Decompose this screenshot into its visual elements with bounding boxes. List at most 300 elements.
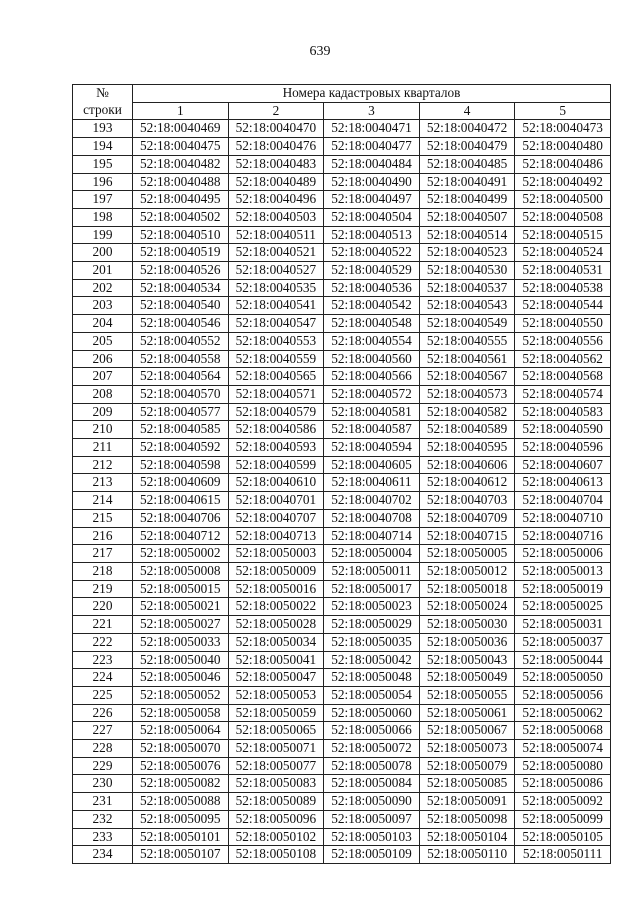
cadastral-number-cell: 52:18:0040583 <box>515 403 611 421</box>
cadastral-number-cell: 52:18:0050061 <box>419 704 515 722</box>
cadastral-number-cell: 52:18:0040542 <box>324 297 420 315</box>
row-number-cell: 200 <box>73 244 133 262</box>
cadastral-number-cell: 52:18:0040547 <box>228 315 324 333</box>
table-row <box>73 757 611 775</box>
cadastral-number-cell: 52:18:0050084 <box>324 775 420 793</box>
cadastral-number-cell: 52:18:0040503 <box>228 208 324 226</box>
cadastral-number-cell: 52:18:0040579 <box>228 403 324 421</box>
cadastral-number-cell: 52:18:0050082 <box>133 775 229 793</box>
cadastral-number-cell: 52:18:0040708 <box>324 509 420 527</box>
cadastral-number-cell: 52:18:0040549 <box>419 315 515 333</box>
row-number-cell: 202 <box>73 279 133 297</box>
cadastral-number-cell: 52:18:0040523 <box>419 244 515 262</box>
cadastral-number-cell: 52:18:0040707 <box>228 509 324 527</box>
cadastral-number-cell: 52:18:0040527 <box>228 262 324 280</box>
cadastral-number-cell: 52:18:0050085 <box>419 775 515 793</box>
table-row <box>73 562 611 580</box>
cadastral-number-cell: 52:18:0040480 <box>515 138 611 156</box>
cadastral-number-cell: 52:18:0050080 <box>515 757 611 775</box>
cadastral-number-cell: 52:18:0050009 <box>228 562 324 580</box>
cadastral-number-cell: 52:18:0040548 <box>324 315 420 333</box>
cadastral-number-cell: 52:18:0040587 <box>324 421 420 439</box>
cadastral-number-cell: 52:18:0040531 <box>515 262 611 280</box>
cadastral-number-cell: 52:18:0040470 <box>228 120 324 138</box>
cadastral-number-cell: 52:18:0050041 <box>228 651 324 669</box>
row-number-cell: 197 <box>73 191 133 209</box>
cadastral-number-cell: 52:18:0040522 <box>324 244 420 262</box>
table-row <box>73 297 611 315</box>
table-row <box>73 138 611 156</box>
table-row <box>73 740 611 758</box>
cadastral-number-cell: 52:18:0050107 <box>133 846 229 864</box>
cadastral-number-cell: 52:18:0040510 <box>133 226 229 244</box>
cadastral-number-cell: 52:18:0040490 <box>324 173 420 191</box>
cadastral-number-cell: 52:18:0050065 <box>228 722 324 740</box>
row-number-cell: 205 <box>73 332 133 350</box>
cadastral-number-cell: 52:18:0040555 <box>419 332 515 350</box>
header-group-title: Номера кадастровых кварталов <box>133 85 611 103</box>
cadastral-number-cell: 52:18:0040472 <box>419 120 515 138</box>
header-col-4: 4 <box>419 102 515 120</box>
cadastral-number-cell: 52:18:0040534 <box>133 279 229 297</box>
cadastral-number-cell: 52:18:0050016 <box>228 580 324 598</box>
cadastral-number-cell: 52:18:0040561 <box>419 350 515 368</box>
cadastral-number-cell: 52:18:0050021 <box>133 598 229 616</box>
cadastral-number-cell: 52:18:0040593 <box>228 439 324 457</box>
row-number-cell: 204 <box>73 315 133 333</box>
cadastral-quarters-table <box>72 84 611 864</box>
cadastral-number-cell: 52:18:0040590 <box>515 421 611 439</box>
cadastral-number-cell: 52:18:0050058 <box>133 704 229 722</box>
cadastral-number-cell: 52:18:0050018 <box>419 580 515 598</box>
cadastral-number-cell: 52:18:0040541 <box>228 297 324 315</box>
cadastral-number-cell: 52:18:0040716 <box>515 527 611 545</box>
table-row <box>73 828 611 846</box>
cadastral-number-cell: 52:18:0050076 <box>133 757 229 775</box>
cadastral-number-cell: 52:18:0040709 <box>419 509 515 527</box>
cadastral-number-cell: 52:18:0050083 <box>228 775 324 793</box>
cadastral-number-cell: 52:18:0040592 <box>133 439 229 457</box>
cadastral-number-cell: 52:18:0050003 <box>228 545 324 563</box>
row-number-cell: 214 <box>73 492 133 510</box>
cadastral-number-cell: 52:18:0050019 <box>515 580 611 598</box>
cadastral-number-cell: 52:18:0040586 <box>228 421 324 439</box>
cadastral-number-cell: 52:18:0050015 <box>133 580 229 598</box>
row-number-cell: 213 <box>73 474 133 492</box>
header-col-1: 1 <box>133 102 229 120</box>
page-number: 639 <box>309 44 331 59</box>
cadastral-number-cell: 52:18:0040513 <box>324 226 420 244</box>
row-number-cell: 223 <box>73 651 133 669</box>
header-row-label: строки <box>73 102 133 120</box>
cadastral-number-cell: 52:18:0050049 <box>419 669 515 687</box>
cadastral-number-cell: 52:18:0040710 <box>515 509 611 527</box>
table-row <box>73 686 611 704</box>
table-row <box>73 633 611 651</box>
cadastral-number-cell: 52:18:0050064 <box>133 722 229 740</box>
header-col-5: 5 <box>515 102 611 120</box>
cadastral-number-cell: 52:18:0040552 <box>133 332 229 350</box>
cadastral-number-cell: 52:18:0040492 <box>515 173 611 191</box>
cadastral-number-cell: 52:18:0050029 <box>324 616 420 634</box>
cadastral-number-cell: 52:18:0040573 <box>419 385 515 403</box>
cadastral-number-cell: 52:18:0050103 <box>324 828 420 846</box>
table-row <box>73 456 611 474</box>
cadastral-number-cell: 52:18:0050002 <box>133 545 229 563</box>
table-row <box>73 704 611 722</box>
row-number-cell: 227 <box>73 722 133 740</box>
cadastral-number-cell: 52:18:0050052 <box>133 686 229 704</box>
cadastral-number-cell: 52:18:0040570 <box>133 385 229 403</box>
cadastral-number-cell: 52:18:0040605 <box>324 456 420 474</box>
cadastral-number-cell: 52:18:0040536 <box>324 279 420 297</box>
cadastral-number-cell: 52:18:0050056 <box>515 686 611 704</box>
cadastral-number-cell: 52:18:0040612 <box>419 474 515 492</box>
cadastral-number-cell: 52:18:0050036 <box>419 633 515 651</box>
cadastral-number-cell: 52:18:0050053 <box>228 686 324 704</box>
row-number-cell: 201 <box>73 262 133 280</box>
cadastral-number-cell: 52:18:0050101 <box>133 828 229 846</box>
cadastral-number-cell: 52:18:0040702 <box>324 492 420 510</box>
row-number-cell: 232 <box>73 810 133 828</box>
cadastral-number-cell: 52:18:0040595 <box>419 439 515 457</box>
cadastral-number-cell: 52:18:0050047 <box>228 669 324 687</box>
cadastral-number-cell: 52:18:0040484 <box>324 155 420 173</box>
table-row <box>73 403 611 421</box>
row-number-cell: 203 <box>73 297 133 315</box>
row-number-cell: 211 <box>73 439 133 457</box>
cadastral-number-cell: 52:18:0050023 <box>324 598 420 616</box>
table-row <box>73 173 611 191</box>
cadastral-number-cell: 52:18:0040565 <box>228 368 324 386</box>
cadastral-number-cell: 52:18:0040526 <box>133 262 229 280</box>
table-row <box>73 368 611 386</box>
table-header <box>73 85 611 120</box>
cadastral-number-cell: 52:18:0040530 <box>419 262 515 280</box>
cadastral-number-cell: 52:18:0040550 <box>515 315 611 333</box>
row-number-cell: 220 <box>73 598 133 616</box>
cadastral-number-cell: 52:18:0040598 <box>133 456 229 474</box>
table-row <box>73 722 611 740</box>
table-row <box>73 332 611 350</box>
cadastral-number-cell: 52:18:0040497 <box>324 191 420 209</box>
cadastral-number-cell: 52:18:0050012 <box>419 562 515 580</box>
cadastral-number-cell: 52:18:0040599 <box>228 456 324 474</box>
cadastral-number-cell: 52:18:0040609 <box>133 474 229 492</box>
row-number-cell: 210 <box>73 421 133 439</box>
cadastral-number-cell: 52:18:0050044 <box>515 651 611 669</box>
cadastral-number-cell: 52:18:0040488 <box>133 173 229 191</box>
cadastral-number-cell: 52:18:0050030 <box>419 616 515 634</box>
table-row <box>73 155 611 173</box>
cadastral-number-cell: 52:18:0050048 <box>324 669 420 687</box>
cadastral-number-cell: 52:18:0050098 <box>419 810 515 828</box>
cadastral-number-cell: 52:18:0040511 <box>228 226 324 244</box>
cadastral-number-cell: 52:18:0040607 <box>515 456 611 474</box>
table-row <box>73 793 611 811</box>
cadastral-number-cell: 52:18:0040589 <box>419 421 515 439</box>
cadastral-number-cell: 52:18:0040594 <box>324 439 420 457</box>
cadastral-number-cell: 52:18:0050046 <box>133 669 229 687</box>
cadastral-number-cell: 52:18:0040491 <box>419 173 515 191</box>
table-row <box>73 616 611 634</box>
cadastral-number-cell: 52:18:0040606 <box>419 456 515 474</box>
row-number-cell: 221 <box>73 616 133 634</box>
cadastral-number-cell: 52:18:0040568 <box>515 368 611 386</box>
header-col-3: 3 <box>324 102 420 120</box>
table-row <box>73 651 611 669</box>
cadastral-number-cell: 52:18:0050037 <box>515 633 611 651</box>
table-row <box>73 846 611 864</box>
table-row <box>73 120 611 138</box>
cadastral-number-cell: 52:18:0040706 <box>133 509 229 527</box>
cadastral-number-cell: 52:18:0040471 <box>324 120 420 138</box>
cadastral-number-cell: 52:18:0040559 <box>228 350 324 368</box>
cadastral-number-cell: 52:18:0050005 <box>419 545 515 563</box>
cadastral-number-cell: 52:18:0040585 <box>133 421 229 439</box>
cadastral-number-cell: 52:18:0050110 <box>419 846 515 864</box>
cadastral-number-cell: 52:18:0040574 <box>515 385 611 403</box>
table-row <box>73 191 611 209</box>
table-row <box>73 279 611 297</box>
table-row <box>73 509 611 527</box>
cadastral-number-cell: 52:18:0040553 <box>228 332 324 350</box>
cadastral-number-cell: 52:18:0040562 <box>515 350 611 368</box>
cadastral-number-cell: 52:18:0040476 <box>228 138 324 156</box>
row-number-cell: 208 <box>73 385 133 403</box>
row-number-cell: 224 <box>73 669 133 687</box>
cadastral-number-cell: 52:18:0050031 <box>515 616 611 634</box>
cadastral-number-cell: 52:18:0050070 <box>133 740 229 758</box>
cadastral-number-cell: 52:18:0050090 <box>324 793 420 811</box>
cadastral-number-cell: 52:18:0050060 <box>324 704 420 722</box>
cadastral-number-cell: 52:18:0040502 <box>133 208 229 226</box>
cadastral-number-cell: 52:18:0040469 <box>133 120 229 138</box>
row-number-cell: 194 <box>73 138 133 156</box>
cadastral-number-cell: 52:18:0050108 <box>228 846 324 864</box>
cadastral-number-cell: 52:18:0050024 <box>419 598 515 616</box>
cadastral-number-cell: 52:18:0040524 <box>515 244 611 262</box>
cadastral-number-cell: 52:18:0050042 <box>324 651 420 669</box>
table-row <box>73 421 611 439</box>
cadastral-number-cell: 52:18:0040556 <box>515 332 611 350</box>
cadastral-number-cell: 52:18:0050104 <box>419 828 515 846</box>
cadastral-number-cell: 52:18:0050055 <box>419 686 515 704</box>
cadastral-number-cell: 52:18:0050079 <box>419 757 515 775</box>
cadastral-number-cell: 52:18:0050017 <box>324 580 420 598</box>
cadastral-number-cell: 52:18:0040507 <box>419 208 515 226</box>
header-row-2 <box>73 102 611 120</box>
row-number-cell: 230 <box>73 775 133 793</box>
row-number-cell: 209 <box>73 403 133 421</box>
table-row <box>73 492 611 510</box>
row-number-cell: 222 <box>73 633 133 651</box>
cadastral-number-cell: 52:18:0040500 <box>515 191 611 209</box>
cadastral-number-cell: 52:18:0040483 <box>228 155 324 173</box>
table-row <box>73 315 611 333</box>
cadastral-number-cell: 52:18:0040504 <box>324 208 420 226</box>
table-row <box>73 598 611 616</box>
row-number-cell: 207 <box>73 368 133 386</box>
row-number-cell: 229 <box>73 757 133 775</box>
cadastral-number-cell: 52:18:0040496 <box>228 191 324 209</box>
cadastral-number-cell: 52:18:0050068 <box>515 722 611 740</box>
cadastral-number-cell: 52:18:0050008 <box>133 562 229 580</box>
cadastral-number-cell: 52:18:0040477 <box>324 138 420 156</box>
cadastral-number-cell: 52:18:0040566 <box>324 368 420 386</box>
table-row <box>73 350 611 368</box>
row-number-cell: 206 <box>73 350 133 368</box>
cadastral-number-cell: 52:18:0040529 <box>324 262 420 280</box>
cadastral-number-cell: 52:18:0040712 <box>133 527 229 545</box>
cadastral-number-cell: 52:18:0040519 <box>133 244 229 262</box>
cadastral-number-cell: 52:18:0040543 <box>419 297 515 315</box>
row-number-cell: 216 <box>73 527 133 545</box>
cadastral-number-cell: 52:18:0040704 <box>515 492 611 510</box>
cadastral-number-cell: 52:18:0040572 <box>324 385 420 403</box>
cadastral-number-cell: 52:18:0040701 <box>228 492 324 510</box>
cadastral-number-cell: 52:18:0040479 <box>419 138 515 156</box>
cadastral-number-cell: 52:18:0050095 <box>133 810 229 828</box>
cadastral-number-cell: 52:18:0050006 <box>515 545 611 563</box>
table-row <box>73 580 611 598</box>
cadastral-number-cell: 52:18:0040499 <box>419 191 515 209</box>
cadastral-number-cell: 52:18:0050062 <box>515 704 611 722</box>
row-number-cell: 195 <box>73 155 133 173</box>
cadastral-number-cell: 52:18:0050066 <box>324 722 420 740</box>
cadastral-number-cell: 52:18:0050091 <box>419 793 515 811</box>
row-number-cell: 196 <box>73 173 133 191</box>
header-number-sign: № <box>73 85 133 103</box>
cadastral-number-cell: 52:18:0050034 <box>228 633 324 651</box>
cadastral-number-cell: 52:18:0050111 <box>515 846 611 864</box>
table-body <box>73 120 611 864</box>
cadastral-number-cell: 52:18:0040615 <box>133 492 229 510</box>
table-row <box>73 439 611 457</box>
cadastral-number-cell: 52:18:0050028 <box>228 616 324 634</box>
cadastral-number-cell: 52:18:0050074 <box>515 740 611 758</box>
cadastral-number-cell: 52:18:0040515 <box>515 226 611 244</box>
cadastral-number-cell: 52:18:0050078 <box>324 757 420 775</box>
cadastral-number-cell: 52:18:0040544 <box>515 297 611 315</box>
cadastral-number-cell: 52:18:0050059 <box>228 704 324 722</box>
cadastral-number-cell: 52:18:0050073 <box>419 740 515 758</box>
cadastral-number-cell: 52:18:0040538 <box>515 279 611 297</box>
cadastral-number-cell: 52:18:0040611 <box>324 474 420 492</box>
row-number-cell: 234 <box>73 846 133 864</box>
row-number-cell: 219 <box>73 580 133 598</box>
cadastral-number-cell: 52:18:0050099 <box>515 810 611 828</box>
table-row <box>73 226 611 244</box>
cadastral-number-cell: 52:18:0040564 <box>133 368 229 386</box>
cadastral-number-cell: 52:18:0050050 <box>515 669 611 687</box>
cadastral-number-cell: 52:18:0040514 <box>419 226 515 244</box>
row-number-cell: 226 <box>73 704 133 722</box>
cadastral-number-cell: 52:18:0050109 <box>324 846 420 864</box>
cadastral-number-cell: 52:18:0040581 <box>324 403 420 421</box>
table-row <box>73 545 611 563</box>
cadastral-number-cell: 52:18:0050096 <box>228 810 324 828</box>
row-number-cell: 218 <box>73 562 133 580</box>
cadastral-number-cell: 52:18:0040713 <box>228 527 324 545</box>
cadastral-number-cell: 52:18:0050105 <box>515 828 611 846</box>
cadastral-number-cell: 52:18:0050040 <box>133 651 229 669</box>
cadastral-number-cell: 52:18:0040486 <box>515 155 611 173</box>
cadastral-number-cell: 52:18:0040485 <box>419 155 515 173</box>
cadastral-number-cell: 52:18:0050025 <box>515 598 611 616</box>
header-row-1 <box>73 85 611 103</box>
header-col-2: 2 <box>228 102 324 120</box>
cadastral-number-cell: 52:18:0050071 <box>228 740 324 758</box>
cadastral-number-cell: 52:18:0050022 <box>228 598 324 616</box>
cadastral-number-cell: 52:18:0040546 <box>133 315 229 333</box>
table-row <box>73 669 611 687</box>
table-row <box>73 527 611 545</box>
row-number-cell: 231 <box>73 793 133 811</box>
row-number-cell: 217 <box>73 545 133 563</box>
row-number-cell: 212 <box>73 456 133 474</box>
cadastral-number-cell: 52:18:0040508 <box>515 208 611 226</box>
cadastral-number-cell: 52:18:0040535 <box>228 279 324 297</box>
cadastral-number-cell: 52:18:0050097 <box>324 810 420 828</box>
table-row <box>73 262 611 280</box>
row-number-cell: 193 <box>73 120 133 138</box>
cadastral-number-cell: 52:18:0050088 <box>133 793 229 811</box>
table-row <box>73 208 611 226</box>
cadastral-number-cell: 52:18:0040473 <box>515 120 611 138</box>
cadastral-number-cell: 52:18:0050033 <box>133 633 229 651</box>
cadastral-number-cell: 52:18:0050004 <box>324 545 420 563</box>
row-number-cell: 199 <box>73 226 133 244</box>
cadastral-number-cell: 52:18:0050054 <box>324 686 420 704</box>
cadastral-number-cell: 52:18:0040495 <box>133 191 229 209</box>
cadastral-number-cell: 52:18:0050035 <box>324 633 420 651</box>
row-number-cell: 198 <box>73 208 133 226</box>
cadastral-number-cell: 52:18:0040482 <box>133 155 229 173</box>
row-number-cell: 228 <box>73 740 133 758</box>
cadastral-number-cell: 52:18:0040577 <box>133 403 229 421</box>
cadastral-number-cell: 52:18:0040560 <box>324 350 420 368</box>
table-row <box>73 244 611 262</box>
cadastral-number-cell: 52:18:0050089 <box>228 793 324 811</box>
row-number-cell: 225 <box>73 686 133 704</box>
cadastral-number-cell: 52:18:0040714 <box>324 527 420 545</box>
cadastral-number-cell: 52:18:0040613 <box>515 474 611 492</box>
cadastral-number-cell: 52:18:0050043 <box>419 651 515 669</box>
table-row <box>73 385 611 403</box>
table-row <box>73 810 611 828</box>
cadastral-number-cell: 52:18:0040475 <box>133 138 229 156</box>
table-row <box>73 474 611 492</box>
cadastral-number-cell: 52:18:0050077 <box>228 757 324 775</box>
cadastral-number-cell: 52:18:0050011 <box>324 562 420 580</box>
cadastral-number-cell: 52:18:0040554 <box>324 332 420 350</box>
cadastral-number-cell: 52:18:0050102 <box>228 828 324 846</box>
cadastral-number-cell: 52:18:0040558 <box>133 350 229 368</box>
table-row <box>73 775 611 793</box>
cadastral-number-cell: 52:18:0040540 <box>133 297 229 315</box>
row-number-cell: 215 <box>73 509 133 527</box>
cadastral-number-cell: 52:18:0050086 <box>515 775 611 793</box>
cadastral-number-cell: 52:18:0050092 <box>515 793 611 811</box>
cadastral-number-cell: 52:18:0040537 <box>419 279 515 297</box>
cadastral-number-cell: 52:18:0040521 <box>228 244 324 262</box>
cadastral-number-cell: 52:18:0040489 <box>228 173 324 191</box>
cadastral-number-cell: 52:18:0040596 <box>515 439 611 457</box>
cadastral-number-cell: 52:18:0040610 <box>228 474 324 492</box>
cadastral-number-cell: 52:18:0050072 <box>324 740 420 758</box>
cadastral-number-cell: 52:18:0040715 <box>419 527 515 545</box>
